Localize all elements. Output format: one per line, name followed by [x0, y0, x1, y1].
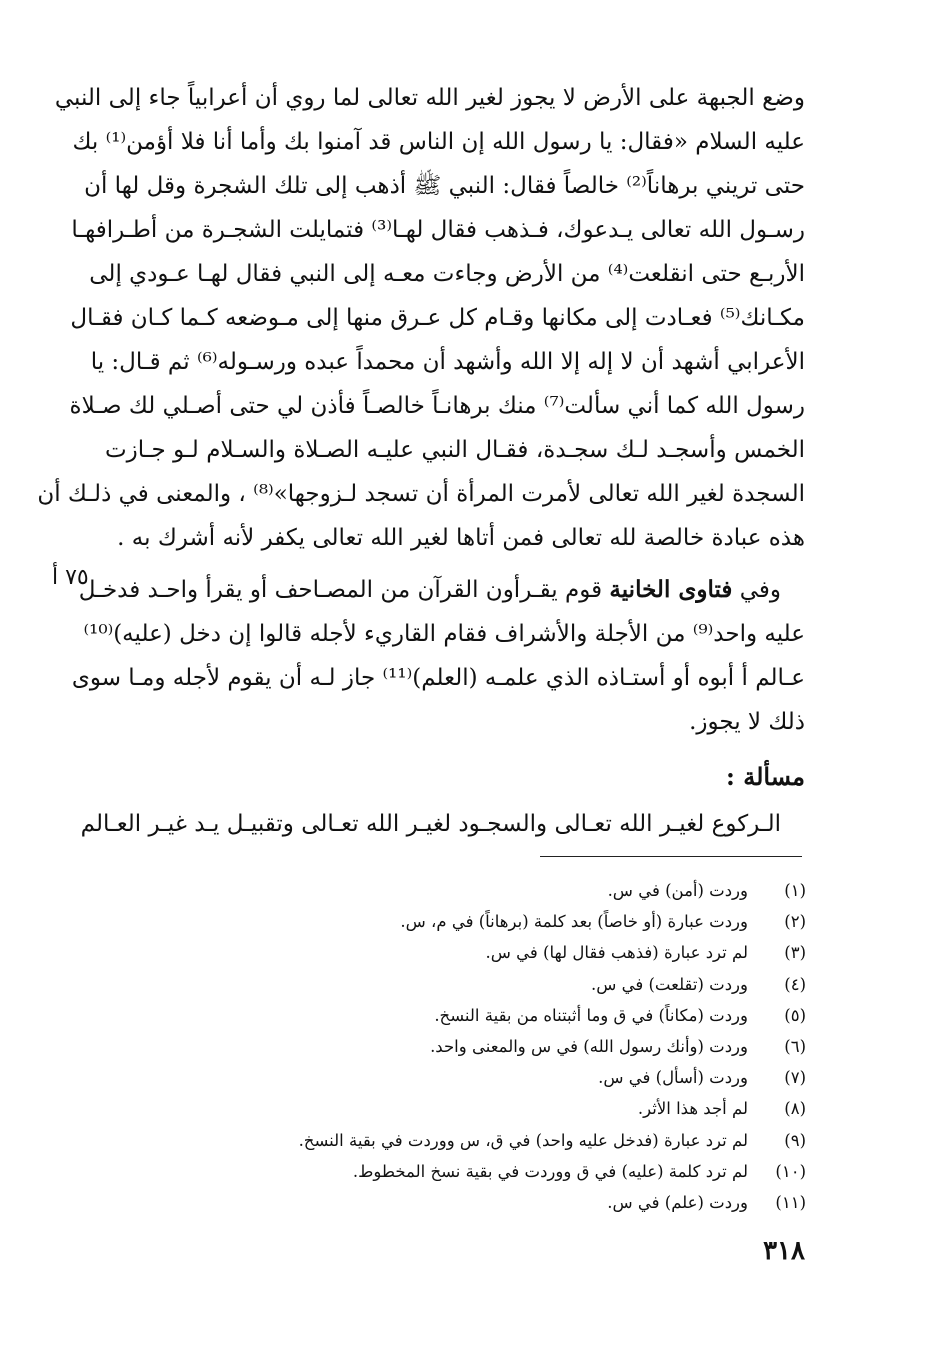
body-line-3: حتى تريني برهاناً⁽²⁾ خالصاً فقال: النبي ﷺ أذهب إلى تلك الشجرة وقل لها أن [84, 173, 805, 199]
footnotes [246, 875, 806, 1218]
footnote-separator [540, 856, 802, 857]
para2-line-1 [78, 568, 805, 612]
body-line-7: الأعرابي أشهد أن لا إله إلا الله وأشهد أن محمداً عبده ورسـوله⁽⁶⁾ ثم قـال: يا [90, 349, 805, 375]
footnote-number: (٢) [784, 912, 806, 932]
footnote-number: (٨) [784, 1099, 806, 1119]
footnote-number: (١) [784, 881, 806, 901]
para2-line-1-rest: قوم يقـرأون القرآن من المصـاحف أو يقرأ واحـد فدخـل [78, 577, 603, 603]
para2-line-2: عليه واحد⁽⁹⁾ من الأجلة والأشراف فقام القاريء لأجله قالوا إن دخل (عليه)⁽¹⁰⁾ [83, 621, 805, 647]
page-number: ٣١٨ [763, 1236, 805, 1266]
body-line-9: الخمس وأسجـد لـك سجـدة، فقـال النبي عليـه الصـلاة والسـلام لـو جـازت [105, 437, 805, 463]
body-line-4: رسـول الله تعالى يـدعوك، فـذهب فقال لهـا⁽³⁾ فتمايلت الشجـرة من أطـرافهـا [71, 217, 805, 243]
book-title: فتاوى الخانية [609, 576, 733, 603]
footnote-text: وردت عبارة (أو خاصاً) بعد كلمة (برهاناً) في م، س. [400, 912, 748, 932]
body-line-11: هذه عبادة خالصة لله تعالى فمن أتاها لغير الله تعالى يكفر لأنه أشرك به . [117, 525, 805, 551]
footnote-number: (٧) [784, 1068, 806, 1088]
footnote-text: لم ترد كلمة (عليه) في ق ووردت في بقية نسخ المخطوط. [352, 1161, 748, 1181]
footnote-number: (٩) [784, 1130, 806, 1150]
body-line-6: مكـانك⁽⁵⁾ فعـادت إلى مكانها وقـام كل عـرق منها إلى مـوضعه كـما كـان فقـال [70, 305, 805, 331]
para2-line-3: عـالم أ أبوه أو أستـاذه الذي علمـه (العلم)⁽¹¹⁾ جاز لـه أن يقوم لأجله ومـا سوى [71, 665, 805, 691]
footnote-text: لم ترد عبارة (فذهب فقال لها) في س. [485, 943, 748, 963]
para2-line-4: ذلك لا يجوز. [689, 709, 805, 735]
footnote-6 [246, 1031, 806, 1062]
footnote-2 [246, 906, 806, 937]
footnote-3 [246, 937, 806, 968]
body-line-1: وضع الجبهة على الأرض لا يجوز لغير الله تعالى لما روي أن أعرابياً جاء إلى النبي [54, 85, 805, 111]
footnote-number: (٤) [784, 974, 806, 994]
footnote-5 [246, 1000, 806, 1031]
body-line-5: الأربـع حتى انقلعت⁽⁴⁾ من الأرض وجاءت معـه إلى النبي فقال لهـا عـودي إلى [89, 261, 805, 287]
footnote-number: (٦) [784, 1037, 806, 1057]
body-line-2: عليه السلام «فقال: يا رسول الله إن الناس قد آمنوا بك وأما أنا فلا أؤمن⁽¹⁾ بك [72, 129, 805, 155]
footnote-11 [246, 1187, 806, 1218]
body-line-10: السجدة لغير الله تعالى لأمرت المرأة أن تسجد لـزوجها»⁽⁸⁾ ، والمعنى في ذلـك أن [37, 481, 805, 507]
footnote-number: (٣) [784, 943, 806, 963]
footnote-text: لم ترد عبارة (فدخل عليه واحد) في ق، س ووردت في بقية النسخ. [298, 1130, 748, 1150]
footnote-7 [246, 1062, 806, 1093]
footnote-10 [246, 1156, 806, 1187]
footnote-8 [246, 1093, 806, 1124]
footnote-text: وردت (تقلعت) في س. [590, 974, 748, 994]
footnote-1 [246, 875, 806, 906]
footnote-text: وردت (أسأل) في س. [598, 1068, 748, 1088]
footnote-number: (١١) [775, 1192, 806, 1212]
section-heading: مسألة : [726, 762, 805, 791]
footnote-text: وردت (علم) في س. [607, 1192, 748, 1212]
footnote-number: (١٠) [775, 1161, 806, 1181]
para2-start-word: وفي [739, 577, 781, 603]
body-line-8: رسول الله كما أني سألت⁽⁷⁾ منك برهانـاً خالصـاً فأذن لي حتى أصـلي لك صـلاة [69, 393, 805, 419]
footnote-number: (٥) [784, 1005, 806, 1025]
footnote-text: وردت (وأنك رسول الله) في س والمعنى واحد. [430, 1037, 748, 1057]
footnote-text: وردت (مكاناً) في ق وما أثبتناه من بقية النسخ. [434, 1005, 748, 1025]
final-line: الـركوع لغيـر الله تعـالى والسجـود لغيـر الله تعـالى وتقبيـل يـد غيـر العـالم [80, 811, 781, 837]
margin-folio-note: ٧٥ أ [52, 565, 89, 590]
footnote-text: وردت (أمن) في س. [607, 881, 748, 901]
footnote-4 [246, 969, 806, 1000]
footnote-text: لم أجد هذا الأثر. [637, 1099, 748, 1119]
footnote-9 [246, 1125, 806, 1156]
